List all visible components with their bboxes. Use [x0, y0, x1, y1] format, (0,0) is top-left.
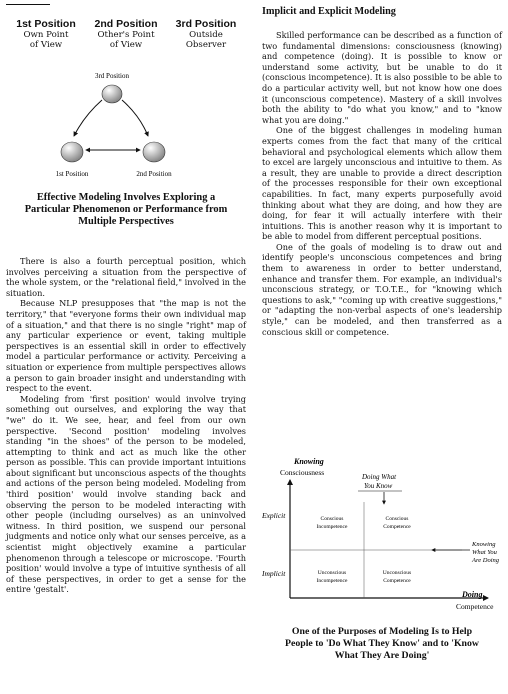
position-3-line1: Outside — [189, 30, 223, 40]
right-paragraph: One of the biggest challenges in modeling human experts comes from the fact that many of the critical behavioral and psychological elements which allow them to excel are largely unconscious and intuitive to them. As a result, they are unable to provide a direct description of the processes responsible for their own exceptional capabilities. In fact, many experts purposefully avoid thinking about what they are doing, and how they are doing, for fear it will actually interfere with their intuitions. This is another reason why it is important to be able to model from different perceptual positions. — [262, 125, 502, 242]
quadrant-unconscious-competence: Unconscious — [382, 570, 412, 576]
diagram-label-2nd: 2nd Position — [136, 170, 172, 178]
figure-3rd-position — [102, 85, 122, 103]
left-paragraph: Because NLP presupposes that "the map is not the territory," that "everyone forms their own individual map of a situation," and that there is no single "right" map of any particular experience or event, taking multiple perspectives is an essential skill in order to effectively model a particular performance or activity. Perceiving a situation or experience from multiple perspectives allows a person to gain broader insight and understanding with respect to the event. — [6, 298, 246, 394]
top-rule — [6, 4, 50, 5]
quadrant-conscious-incompetence: Conscious — [320, 516, 344, 522]
positions-header — [6, 18, 246, 58]
position-2 — [86, 18, 166, 50]
position-3-line2: Observer — [185, 40, 227, 50]
knowing-what-label: What You — [472, 549, 497, 556]
diagram-label-1st: 1st Position — [55, 170, 89, 178]
knowing-what-label: Are Doing — [472, 557, 500, 564]
position-1-title: 1st Position — [16, 18, 76, 30]
position-1-line2: of View — [29, 40, 63, 50]
quadrant-conscious-incompetence: Incompetence — [316, 524, 348, 530]
axis-competence-label: Competence — [456, 602, 494, 611]
position-2-title: 2nd Position — [94, 18, 158, 30]
axis-doing-label: Doing — [462, 590, 483, 599]
axis-consciousness-label: Consciousness — [280, 468, 325, 477]
quadrant-unconscious-competence: Competence — [383, 578, 411, 584]
position-2-line2: of View — [109, 40, 143, 50]
quadrant-conscious-competence: Competence — [383, 524, 411, 530]
quadrant-unconscious-incompetence: Unconscious — [317, 570, 347, 576]
arrow-3rd-to-2nd — [122, 100, 148, 136]
perceptual-positions-diagram — [30, 64, 220, 184]
implicit-label: Implicit — [262, 569, 286, 578]
figure-2nd-position — [143, 142, 165, 162]
arrow-3rd-to-1st — [74, 100, 102, 136]
position-3-title: 3rd Position — [175, 18, 237, 30]
axis-knowing-label: Knowing — [294, 457, 324, 466]
left-body-text — [6, 256, 246, 595]
quadrant-unconscious-incompetence: Incompetence — [316, 578, 348, 584]
you-know-label: You Know — [364, 482, 393, 490]
position-2-line1: Other's Point — [97, 30, 155, 40]
caption-perceptual-positions: Effective Modeling Involves Exploring a Particular Phenomenon or Performance from Multiple Perspectives — [24, 192, 228, 227]
position-3 — [166, 18, 246, 50]
position-1-line1: Own Point — [23, 30, 69, 40]
explicit-label: Explicit — [262, 511, 286, 520]
left-paragraph: Modeling from 'first position' would involve trying something out ourselves, and exploring the way that "we" do it. We see, hear, and feel from our own perspective. 'Second position' modeling involves standing "in the shoes" of the person to be modeled, attempting to think and act as much like the other person as possible. This can provide important intuitions about significant but unconscious aspects of the thoughts and actions of the person being modeled. Modeling from 'third position' would involve standing back and observing the person to be modeled interacting with other people (including ourselves) as an uninvolved witness. In third position, we suspend our personal judgments and notice only what our senses perceive, as a scientist might objectively examine a particular phenomenon through a telescope or microscope. 'Fourth position' would involve a type of intuitive synthesis of all of these perspectives, in order to get a sense for the entire 'gestalt'. — [6, 393, 246, 595]
caption-competence-matrix: One of the Purposes of Modeling Is to Help People to 'Do What They Know' and to 'Know What They Are Doing' — [285, 626, 479, 661]
right-body-text — [262, 30, 502, 337]
doing-what-label: Doing What — [362, 473, 397, 481]
competence-matrix-diagram — [262, 452, 502, 620]
right-paragraph: Skilled performance can be described as a function of two fundamental dimensions: consciousness (knowing) and competence (doing). It is possible to know or understand some activity, but be unable to do it (conscious incompetence). It is also possible to be able to do a particular activity well, but not know how one does it (unconscious competence). Mastery of a skill involves both the ability to "do what you know," and to "know what you are doing." — [262, 30, 502, 125]
quadrant-conscious-competence: Conscious — [385, 516, 409, 522]
left-paragraph: There is also a fourth perceptual position, which involves perceiving a situation from the perspective of the whole system, or the "relational field," involved in the situation. — [6, 256, 246, 298]
position-1 — [6, 18, 86, 50]
diagram-label-3rd: 3rd Position — [94, 72, 130, 80]
figure-1st-position — [61, 142, 83, 162]
right-paragraph: One of the goals of modeling is to draw out and identify people's unconscious competences and bring them to awareness in order to better understand, enhance and transfer them. For example, an individual's unconscious strategy, or T.O.T.E., for "knowing which questions to ask," "coming up with creative suggestions," or "adapting the non-verbal aspects of one's leadership style," can be modeled, and then transferred as a conscious skill or competence. — [262, 241, 502, 337]
right-heading: Implicit and Explicit Modeling — [262, 6, 396, 17]
knowing-what-label: Knowing — [472, 541, 496, 548]
